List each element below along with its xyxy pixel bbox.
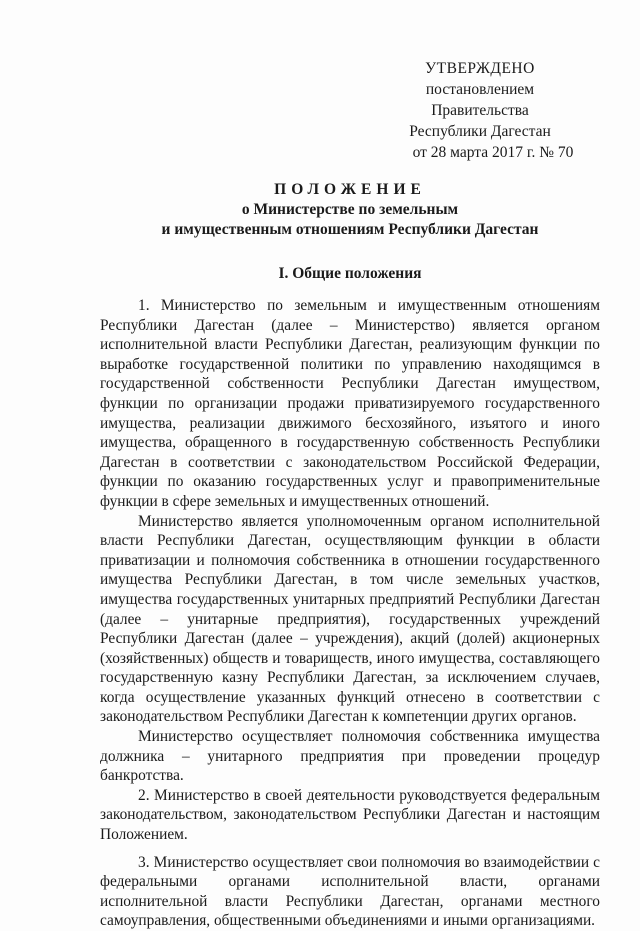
section-title: I. Общие положения xyxy=(278,265,422,282)
document-title xyxy=(100,180,600,240)
approval-line-decree: постановлением Правительства xyxy=(425,81,535,119)
title-heading: ПОЛОЖЕНИЕ xyxy=(274,181,426,198)
paragraph-5: 3. Министерство осуществляет свои полномочия во взаимодействии с федеральными органами исполнительной власти, органами исполнительной власти Республики Дагестан, органами местного самоуправления, общественными объединениями и иными организациями. xyxy=(100,853,600,930)
paragraph-2: Министерство является уполномоченным органом исполнительной власти Республики Дагестан, осуществляющим функции в области приватизации и полномочия собственника в отношении государственного имущества Республики Дагестан, в том числе земельных участков, имущества государственных унитарных предприятий Республики Дагестан (далее – унитарные предприятия), государственных учреждений Республики Дагестан (далее – учреждения), акций (долей) акционерных (хозяйственных) обществ и товариществ, иного имущества, составляющего государственную казну Республики Дагестан, за исключением случаев, когда осуществление указанных функций отнесено в соответствии с законодательством Республики Дагестан к компетенции других органов. xyxy=(100,512,600,726)
title-subline-1: о Министерстве по земельным xyxy=(241,201,459,218)
approval-caption: УТВЕРЖДЕНО xyxy=(425,60,535,77)
title-subline-2: и имущественным отношениям Республики Дагестан xyxy=(161,221,539,238)
paragraph-1: 1. Министерство по земельным и имущественным отношениям Республики Дагестан (далее – Министерство) является органом исполнительной власти Республики Дагестан, реализующим функции по выработке государственной политики по управлению находящимся в государственной собственности Республики Дагестан имуществом, функции по организации продажи приватизируемого государственного имущества, реализации движимого бесхозяйного, изъятого и иного имущества, обращенного в государственную собственность Республики Дагестан в соответствии с законодательством Российской Федерации, функции по оказанию государственных услуг и правоприменительные функции в сфере земельных и имущественных отношений. xyxy=(100,297,600,510)
approval-date: от 28 марта 2017 г. № 70 xyxy=(412,144,574,161)
approval-line-republic: Республики Дагестан xyxy=(409,123,551,140)
approval-stamp xyxy=(380,58,580,163)
paragraph-3: Министерство осуществляет полномочия собственника имущества должника – унитарного предприятия при проведении процедур банкротства. xyxy=(100,728,600,785)
paragraph-4: 2. Министерство в своей деятельности руководствуется федеральным законодательством, законодательством Республики Дагестан и настоящим Положением. xyxy=(100,786,600,844)
document-body xyxy=(100,296,600,931)
